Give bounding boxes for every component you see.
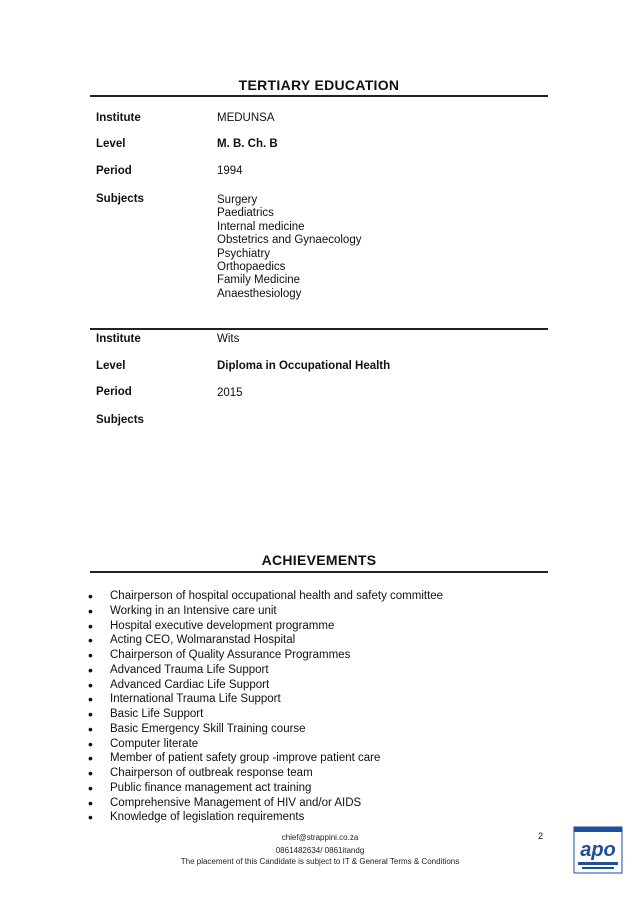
section-divider: [90, 95, 548, 97]
level-label: Level: [96, 360, 126, 372]
level-value: M. B. Ch. B: [217, 138, 278, 150]
list-item: • Member of patient safety group -improve patient care: [84, 751, 554, 766]
company-logo: [572, 825, 624, 875]
list-item: • Computer literate: [84, 737, 554, 752]
institute-label: Institute: [96, 333, 141, 345]
list-item: • Basic Emergency Skill Training course: [84, 722, 554, 737]
period-label: Period: [96, 386, 132, 398]
institute-value: Wits: [217, 333, 240, 345]
subjects-label: Subjects: [96, 193, 144, 205]
subject-item: Obstetrics and Gynaecology: [217, 234, 362, 247]
subjects-list: [217, 194, 361, 301]
list-item: • Chairperson of outbreak response team: [84, 766, 554, 781]
list-item: • Acting CEO, Wolmaranstad Hospital: [84, 633, 554, 648]
list-item: • Advanced Trauma Life Support: [84, 663, 554, 678]
list-item: • Working in an Intensive care unit: [84, 604, 554, 619]
list-item: • Hospital executive development programme: [84, 619, 554, 634]
entry-divider: [90, 328, 548, 330]
period-label: Period: [96, 165, 132, 177]
subject-item: Psychiatry: [217, 247, 271, 260]
list-item: • Knowledge of legislation requirements: [84, 810, 554, 825]
footer-phone: 0861482634/ 0861itandg: [275, 846, 365, 855]
footer-disclaimer: The placement of this Candidate is subject to IT & General Terms & Conditions: [180, 857, 460, 866]
section-divider: [90, 571, 548, 573]
svg-text:apo: apo: [580, 839, 616, 861]
list-item: • Chairperson of Quality Assurance Programmes: [84, 648, 554, 663]
period-value: 1994: [217, 165, 243, 177]
institute-value: MEDUNSA: [217, 112, 275, 124]
footer-email: chief@strappini.co.za: [281, 833, 359, 842]
list-item: • Comprehensive Management of HIV and/or AIDS: [84, 796, 554, 811]
level-value: Diploma in Occupational Health: [217, 360, 391, 372]
list-item: • International Trauma Life Support: [84, 692, 554, 707]
subject-item: Internal medicine: [217, 220, 305, 233]
page-number: 2: [538, 831, 544, 841]
subject-item: Family Medicine: [217, 274, 301, 287]
list-item: • Chairperson of hospital occupational health and safety committee: [84, 589, 554, 604]
level-label: Level: [96, 138, 126, 150]
subject-item: Anaesthesiology: [217, 287, 302, 300]
list-item: • Basic Life Support: [84, 707, 554, 722]
subject-item: Paediatrics: [217, 207, 274, 220]
achievements-heading: ACHIEVEMENTS: [261, 552, 377, 568]
subject-item: Surgery: [217, 194, 258, 206]
subject-item: Orthopaedics: [217, 261, 286, 274]
period-value: 2015: [217, 387, 243, 399]
subjects-label: Subjects: [96, 414, 144, 426]
tertiary-education-heading: TERTIARY EDUCATION: [238, 77, 400, 93]
institute-label: Institute: [96, 112, 141, 124]
list-item: • Advanced Cardiac Life Support: [84, 678, 554, 693]
list-item: • Public finance management act training: [84, 781, 554, 796]
achievements-list: [84, 589, 554, 825]
